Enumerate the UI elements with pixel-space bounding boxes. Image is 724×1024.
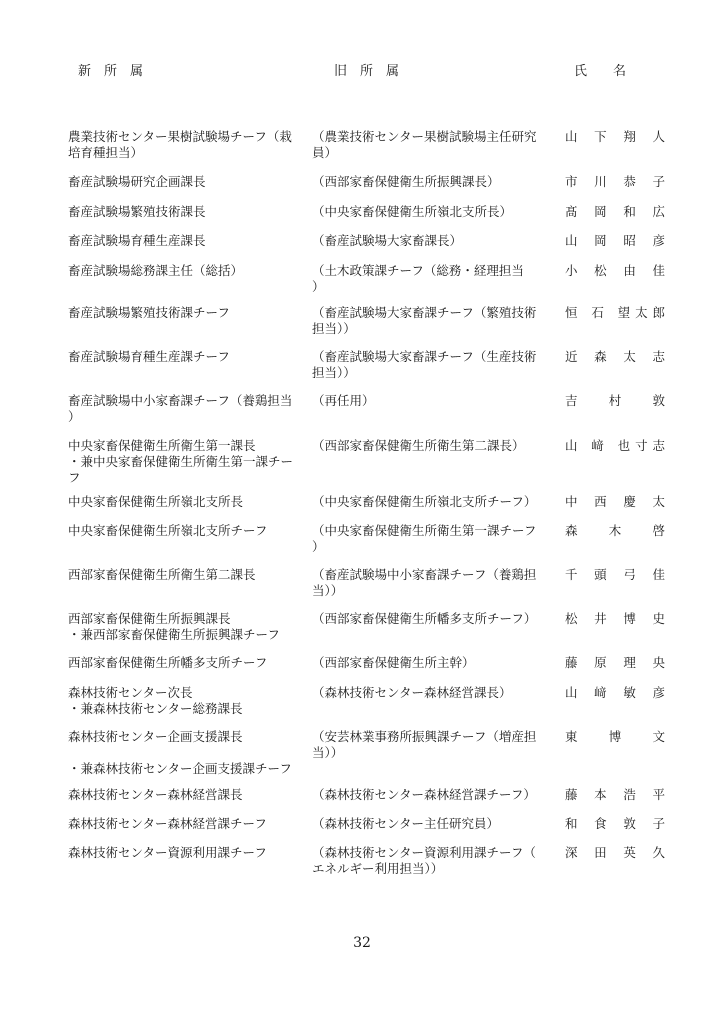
new-affiliation — [68, 685, 300, 717]
new-affiliation-line: 畜産試験場中小家畜課チーフ（養鶏担当 — [68, 393, 293, 408]
old-affiliation-line: （森林技術センター森林経営課チーフ） — [312, 787, 536, 802]
new-affiliation-line: 森林技術センター森林経営課チーフ — [68, 816, 267, 831]
new-affiliation — [68, 567, 300, 583]
new-affiliation-line: 西部家畜保健衛生所衛生第二課長 — [68, 567, 256, 582]
old-affiliation — [312, 494, 544, 510]
person-name: 恒 石 望太郎 — [565, 305, 665, 320]
old-affiliation-line: （畜産試験場中小家畜課チーフ（養鶏担 — [312, 567, 537, 582]
new-affiliation — [68, 816, 300, 832]
old-affiliation — [312, 523, 544, 555]
old-affiliation-line: （西部家畜保健衛生所振興課長） — [312, 174, 500, 189]
new-affiliation-line: ・兼西部家畜保健衛生所振興課チーフ — [68, 627, 280, 642]
new-affiliation-line: 畜産試験場育種生産課チーフ — [68, 349, 230, 364]
new-affiliation — [68, 845, 300, 861]
new-affiliation-line: 畜産試験場繁殖技術課長 — [68, 204, 206, 219]
person-name: 森 木 啓 — [565, 523, 665, 538]
person-name: 山 﨑 也寸志 — [565, 438, 665, 453]
old-affiliation-line: （中央家畜保健衛生所嶺北支所長） — [312, 204, 513, 219]
new-affiliation-line: 畜産試験場総務課主任（総括） — [68, 263, 244, 278]
page-number: 32 — [353, 935, 371, 951]
new-affiliation-line: 畜産試験場育種生産課長 — [68, 233, 206, 248]
person-name: 中 西 慶 太 — [565, 494, 665, 509]
new-affiliation — [68, 129, 300, 161]
new-affiliation-line: ・兼森林技術センター企画支援課チーフ — [68, 761, 292, 776]
old-affiliation-line: （森林技術センター主任研究員） — [312, 816, 500, 831]
old-affiliation — [312, 233, 544, 249]
old-affiliation-line: （農業技術センター果樹試験場主任研究 — [312, 129, 537, 144]
person-name: 藤 本 浩 平 — [565, 787, 665, 802]
old-affiliation — [312, 438, 544, 454]
old-affiliation-line: （森林技術センター資源利用課チーフ（ — [312, 845, 536, 860]
old-affiliation-line: （中央家畜保健衛生所嶺北支所チーフ） — [312, 494, 537, 509]
old-affiliation — [312, 611, 544, 627]
new-affiliation-line: 培育種担当） — [68, 145, 144, 160]
old-affiliation-line: 担当）） — [312, 365, 356, 380]
person-name: 深 田 英 久 — [565, 845, 665, 860]
person-name: 松 井 博 史 — [565, 611, 665, 626]
old-affiliation-line: （畜産試験場大家畜課チーフ（生産技術 — [312, 349, 537, 364]
new-affiliation — [68, 438, 300, 486]
person-name: 吉 村 敦 — [565, 393, 665, 408]
new-affiliation-line: 畜産試験場繁殖技術課チーフ — [68, 305, 230, 320]
old-affiliation — [312, 129, 544, 161]
old-affiliation-line: 当）） — [312, 745, 344, 760]
new-affiliation-line: 畜産試験場研究企画課長 — [68, 174, 206, 189]
old-affiliation — [312, 685, 544, 701]
new-affiliation-line: 農業技術センター果樹試験場チーフ（栽 — [68, 129, 292, 144]
old-affiliation-line: （西部家畜保健衛生所衛生第二課長） — [312, 438, 525, 453]
old-affiliation — [312, 787, 544, 803]
old-affiliation-line: 員） — [312, 145, 338, 160]
person-name: 髙 岡 和 広 — [565, 204, 665, 219]
old-affiliation — [312, 204, 544, 220]
old-affiliation-line: 担当）） — [312, 321, 356, 336]
new-affiliation — [68, 787, 300, 803]
new-affiliation — [68, 174, 300, 190]
new-affiliation — [68, 729, 300, 777]
new-affiliation — [68, 494, 300, 510]
person-name: 市 川 恭 子 — [565, 174, 665, 189]
old-affiliation-line: （中央家畜保健衛生所衛生第一課チーフ — [312, 523, 537, 538]
header-new-affiliation: 新 所 属 — [78, 64, 144, 79]
new-affiliation-line: 森林技術センター森林経営課長 — [68, 787, 243, 802]
old-affiliation — [312, 263, 544, 295]
new-affiliation — [68, 233, 300, 249]
new-affiliation — [68, 204, 300, 220]
old-affiliation-line: ） — [312, 539, 325, 554]
new-affiliation — [68, 655, 300, 671]
old-affiliation — [312, 845, 544, 877]
new-affiliation — [68, 393, 300, 425]
old-affiliation-line: 当）） — [312, 583, 344, 598]
old-affiliation — [312, 655, 544, 671]
old-affiliation-line: エネルギー利用担当）） — [312, 861, 444, 876]
new-affiliation — [68, 305, 300, 321]
person-name: 小 松 由 佳 — [565, 263, 665, 278]
new-affiliation-line: ・兼中央家畜保健衛生所衛生第一課チー — [68, 454, 294, 469]
new-affiliation — [68, 523, 300, 539]
new-affiliation — [68, 263, 300, 279]
old-affiliation-line: （土木政策課チーフ（総務・経理担当 — [312, 263, 524, 278]
new-affiliation-line: 森林技術センター企画支援課長 — [68, 729, 243, 744]
header-name: 氏 名 — [574, 64, 627, 79]
header-old-affiliation: 旧 所 属 — [334, 64, 400, 79]
old-affiliation-line: （畜産試験場大家畜課チーフ（繁殖技術 — [312, 305, 537, 320]
old-affiliation-line: （再任用） — [312, 393, 375, 408]
person-name: 近 森 太 志 — [565, 349, 665, 364]
new-affiliation-line: 森林技術センター次長 — [68, 685, 193, 700]
new-affiliation-line: 中央家畜保健衛生所嶺北支所チーフ — [68, 523, 268, 538]
new-affiliation-line: ・兼森林技術センター総務課長 — [68, 701, 243, 716]
new-affiliation — [68, 611, 300, 643]
old-affiliation-line: （森林技術センター森林経営課長） — [312, 685, 512, 700]
person-name: 東 博 文 — [565, 729, 665, 744]
new-affiliation-line: 中央家畜保健衛生所衛生第一課長 — [68, 438, 256, 453]
old-affiliation-line: （西部家畜保健衛生所主幹） — [312, 655, 475, 670]
new-affiliation-line: 西部家畜保健衛生所振興課長 — [68, 611, 231, 626]
old-affiliation — [312, 174, 544, 190]
person-name: 山 﨑 敏 彦 — [565, 685, 665, 700]
old-affiliation — [312, 305, 544, 337]
old-affiliation — [312, 393, 544, 409]
old-affiliation — [312, 816, 544, 832]
new-affiliation — [68, 349, 300, 365]
old-affiliation — [312, 567, 544, 599]
new-affiliation-line — [68, 745, 300, 761]
new-affiliation-line: 西部家畜保健衛生所幡多支所チーフ — [68, 655, 268, 670]
person-name: 山 岡 昭 彦 — [565, 233, 665, 248]
person-name: 山 下 翔 人 — [565, 129, 665, 144]
person-name: 千 頭 弓 佳 — [565, 567, 665, 582]
new-affiliation-line: ） — [68, 409, 81, 424]
old-affiliation-line: （安芸林業事務所振興課チーフ（増産担 — [312, 729, 537, 744]
person-name: 和 食 敦 子 — [565, 816, 665, 831]
new-affiliation-line: 森林技術センター資源利用課チーフ — [68, 845, 267, 860]
person-name: 藤 原 理 央 — [565, 655, 665, 670]
new-affiliation-line: 中央家畜保健衛生所嶺北支所長 — [68, 494, 244, 509]
old-affiliation — [312, 729, 544, 761]
new-affiliation-line: フ — [68, 470, 81, 485]
old-affiliation-line: ） — [312, 279, 325, 294]
old-affiliation-line: （畜産試験場大家畜課長） — [312, 233, 463, 248]
old-affiliation — [312, 349, 544, 381]
old-affiliation-line: （西部家畜保健衛生所幡多支所チーフ） — [312, 611, 537, 626]
